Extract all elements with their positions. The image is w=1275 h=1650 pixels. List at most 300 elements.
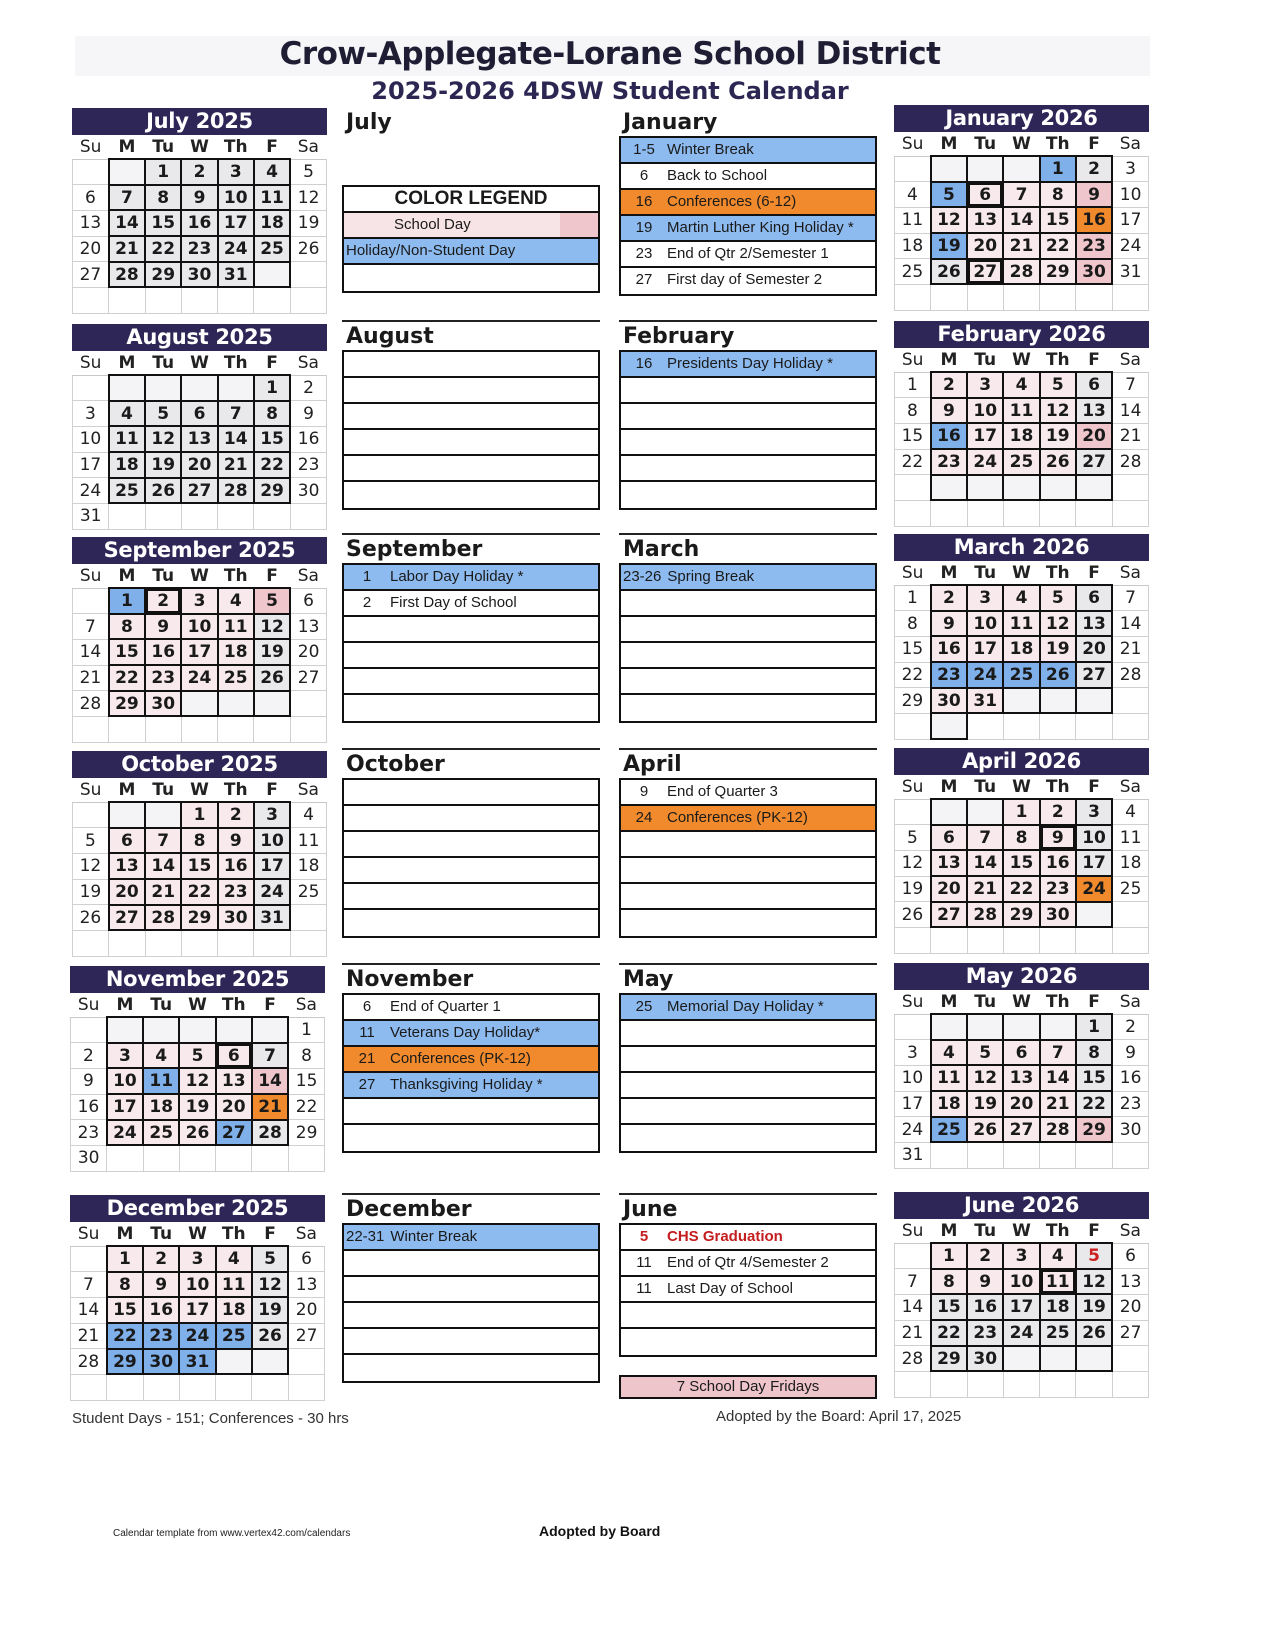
day-cell: 5 (1076, 1243, 1112, 1269)
event-panel (619, 533, 877, 723)
day-cell: 4 (290, 802, 326, 828)
event-date (621, 832, 667, 856)
day-cell: 19 (1076, 1294, 1112, 1320)
day-cell (895, 156, 931, 182)
event-row (621, 617, 875, 643)
day-cell (1112, 500, 1148, 526)
event-date (344, 1099, 390, 1123)
event-description: Winter Break (390, 1228, 478, 1245)
day-cell: 27 (967, 259, 1003, 285)
event-row (621, 1251, 875, 1277)
event-row (344, 352, 598, 378)
weekday-label: Tu (145, 778, 181, 802)
day-cell: 6 (967, 182, 1003, 208)
mini-calendar (894, 534, 1149, 740)
event-row (621, 190, 875, 216)
panel-month-title: January (623, 110, 718, 135)
event-row (344, 669, 598, 695)
day-cell: 31 (967, 688, 1003, 714)
day-cell: 17 (218, 210, 254, 236)
day-cell (1003, 1014, 1039, 1040)
day-cell (181, 287, 217, 313)
event-description (667, 591, 875, 615)
day-cell: 16 (1112, 1065, 1148, 1091)
event-list (342, 563, 600, 723)
day-cell (109, 503, 145, 529)
day-cell (895, 500, 931, 526)
day-cell: 28 (1003, 259, 1039, 285)
event-description: Spring Break (667, 568, 755, 585)
event-description: Back to School (667, 167, 768, 184)
day-cell (931, 156, 967, 182)
day-cell: 17 (254, 853, 290, 879)
weekday-label: W (1003, 132, 1039, 156)
weekday-label: W (179, 993, 215, 1017)
day-cell: 21 (1003, 233, 1039, 259)
day-cell: 27 (181, 478, 217, 504)
day-cell: 23 (1112, 1091, 1148, 1117)
event-date (344, 643, 390, 667)
weekday-label: Sa (1112, 775, 1148, 799)
day-cell (1076, 927, 1112, 953)
event-panel (619, 963, 877, 1153)
month-header: March 2026 (894, 534, 1149, 561)
page-subtitle: 2025-2026 4DSW Student Calendar (371, 77, 849, 105)
event-list (619, 563, 877, 723)
day-cell (931, 1014, 967, 1040)
event-list (619, 993, 877, 1153)
day-cell: 27 (1076, 449, 1112, 475)
event-row (344, 591, 598, 617)
day-cell (967, 156, 1003, 182)
event-date (621, 643, 667, 667)
event-description (667, 378, 875, 402)
day-cell: 14 (252, 1068, 288, 1094)
day-cell: 29 (109, 691, 145, 717)
mini-calendar (72, 324, 327, 530)
event-description (390, 669, 598, 693)
day-cell: 17 (967, 423, 1003, 449)
event-row (344, 1329, 598, 1355)
day-cell: 29 (1040, 259, 1076, 285)
weekday-label: W (179, 1222, 215, 1246)
day-cell: 9 (145, 614, 181, 640)
event-date (621, 695, 667, 721)
event-date: 21 (358, 1050, 376, 1067)
day-cell: 26 (145, 478, 181, 504)
day-cell (1003, 1371, 1039, 1397)
day-cell (73, 802, 109, 828)
day-cell: 14 (895, 1294, 931, 1320)
day-cell: 3 (1076, 799, 1112, 825)
weekday-label: W (1003, 1219, 1039, 1243)
weekday-label: Tu (143, 1222, 179, 1246)
event-description (667, 1021, 875, 1045)
day-cell: 28 (109, 262, 145, 288)
day-cell: 27 (73, 262, 109, 288)
day-cell: 23 (1076, 233, 1112, 259)
event-description (667, 482, 875, 508)
event-description (390, 1251, 598, 1275)
event-date (621, 884, 667, 908)
day-cell: 10 (1112, 182, 1148, 208)
event-description: Martin Luther King Holiday * (667, 219, 854, 236)
day-cell: 5 (145, 401, 181, 427)
day-cell (290, 716, 326, 742)
event-description (390, 1099, 598, 1123)
day-cell (145, 375, 181, 401)
event-date (621, 456, 667, 480)
day-cell: 11 (895, 207, 931, 233)
day-cell: 2 (931, 585, 967, 611)
event-date: 16 (635, 193, 653, 210)
day-cell: 25 (254, 236, 290, 262)
day-cell: 1 (1076, 1014, 1112, 1040)
day-cell: 14 (218, 426, 254, 452)
event-row (344, 1047, 598, 1073)
day-cell: 7 (218, 401, 254, 427)
weekday-label: M (931, 348, 967, 372)
day-cell: 4 (218, 588, 254, 614)
day-cell: 31 (218, 262, 254, 288)
day-cell: 18 (216, 1297, 252, 1323)
day-cell: 7 (252, 1043, 288, 1069)
day-cell: 17 (895, 1091, 931, 1117)
event-date (621, 669, 667, 693)
day-cell: 13 (109, 853, 145, 879)
event-description (390, 695, 598, 721)
day-cell: 10 (73, 426, 109, 452)
day-cell (107, 1374, 143, 1400)
day-cell: 14 (73, 639, 109, 665)
weekday-label: Tu (967, 1219, 1003, 1243)
weekday-label: Tu (967, 775, 1003, 799)
day-cell (252, 1145, 288, 1171)
board-adoption-date: Adopted by the Board: April 17, 2025 (716, 1408, 962, 1425)
event-date (621, 1073, 667, 1097)
weekday-label: Tu (967, 348, 1003, 372)
day-cell: 16 (290, 426, 326, 452)
event-date (344, 806, 390, 830)
day-cell: 29 (107, 1349, 143, 1375)
day-cell: 6 (73, 185, 109, 211)
weekday-label: M (109, 778, 145, 802)
event-date (621, 1329, 667, 1355)
day-cell: 5 (179, 1043, 215, 1069)
day-cell: 28 (218, 478, 254, 504)
day-cell: 15 (1076, 1065, 1112, 1091)
event-row (344, 565, 598, 591)
day-cell: 31 (895, 1142, 931, 1168)
day-cell (1003, 927, 1039, 953)
day-cell: 14 (145, 853, 181, 879)
event-row (621, 565, 875, 591)
day-cell: 27 (288, 1323, 324, 1349)
event-date (621, 378, 667, 402)
day-cell: 5 (895, 825, 931, 851)
day-cell: 17 (1112, 207, 1148, 233)
weekday-label: W (1003, 990, 1039, 1014)
day-cell: 22 (931, 1320, 967, 1346)
day-cell: 18 (109, 452, 145, 478)
day-cell: 9 (1076, 182, 1112, 208)
event-description (390, 430, 598, 454)
day-cell: 1 (288, 1017, 324, 1043)
day-cell: 12 (931, 207, 967, 233)
day-cell: 16 (967, 1294, 1003, 1320)
panel-divider (619, 533, 877, 535)
legend-blank-row (344, 265, 598, 291)
day-cell: 20 (290, 639, 326, 665)
day-cell (967, 1014, 1003, 1040)
month-header: October 2025 (72, 751, 327, 778)
student-days-summary: Student Days - 151; Conferences - 30 hrs (72, 1410, 349, 1427)
month-header: May 2026 (894, 963, 1149, 990)
day-cell: 21 (145, 879, 181, 905)
day-cell: 4 (1003, 585, 1039, 611)
day-cell: 22 (895, 662, 931, 688)
day-cell (216, 1017, 252, 1043)
day-cell: 3 (895, 1040, 931, 1066)
day-cell (290, 287, 326, 313)
day-cell: 7 (895, 1269, 931, 1295)
day-cell (109, 375, 145, 401)
panel-divider (619, 1193, 877, 1195)
event-date (621, 482, 667, 508)
day-cell (931, 475, 967, 501)
day-cell (967, 1142, 1003, 1168)
day-cell (895, 799, 931, 825)
panel-month-title: April (623, 752, 682, 777)
day-cell (73, 716, 109, 742)
event-list (342, 350, 600, 510)
day-cell: 8 (288, 1043, 324, 1069)
event-description (667, 858, 875, 882)
event-date: 5 (639, 1228, 649, 1245)
day-cell: 8 (931, 1269, 967, 1295)
event-date: 19 (635, 219, 653, 236)
day-cell: 20 (1076, 636, 1112, 662)
day-cell: 4 (1040, 1243, 1076, 1269)
day-cell: 29 (895, 688, 931, 714)
month-header: June 2026 (894, 1192, 1149, 1219)
day-cell (1076, 713, 1112, 739)
day-cell (931, 1142, 967, 1168)
event-description (390, 1303, 598, 1327)
day-cell (1003, 284, 1039, 310)
day-cell: 14 (1112, 611, 1148, 637)
weekday-label: M (107, 993, 143, 1017)
day-cell: 2 (290, 375, 326, 401)
weekday-label: Tu (143, 993, 179, 1017)
legend-school-day: School Day (344, 213, 598, 239)
day-cell: 13 (216, 1068, 252, 1094)
day-cell: 13 (967, 207, 1003, 233)
day-cell: 9 (967, 1269, 1003, 1295)
day-cell: 26 (1040, 449, 1076, 475)
day-cell (254, 503, 290, 529)
day-cell: 16 (218, 853, 254, 879)
day-cell: 3 (179, 1246, 215, 1272)
weekday-label: F (254, 351, 290, 375)
day-cell (254, 287, 290, 313)
weekday-label: Th (1040, 132, 1076, 156)
day-cell: 9 (218, 828, 254, 854)
day-cell: 4 (254, 159, 290, 185)
event-row (344, 1021, 598, 1047)
event-row (621, 1021, 875, 1047)
day-cell (1112, 284, 1148, 310)
day-cell: 10 (1003, 1269, 1039, 1295)
weekday-label: Su (895, 775, 931, 799)
day-cell: 6 (216, 1043, 252, 1069)
event-description (667, 910, 875, 936)
day-cell: 25 (1040, 1320, 1076, 1346)
event-date (344, 910, 390, 936)
day-cell (179, 1145, 215, 1171)
day-cell: 25 (218, 665, 254, 691)
day-cell: 14 (1003, 207, 1039, 233)
month-header: December 2025 (70, 1195, 325, 1222)
day-cell: 24 (181, 665, 217, 691)
day-cell: 8 (895, 398, 931, 424)
event-date (621, 1021, 667, 1045)
event-row (344, 378, 598, 404)
event-date (621, 910, 667, 936)
weekday-label: Tu (967, 561, 1003, 585)
day-cell: 20 (288, 1297, 324, 1323)
day-cell: 11 (1112, 825, 1148, 851)
day-cell: 20 (1112, 1294, 1148, 1320)
day-cell: 12 (967, 1065, 1003, 1091)
day-cell: 4 (109, 401, 145, 427)
day-cell: 20 (1076, 423, 1112, 449)
day-cell: 2 (1076, 156, 1112, 182)
day-cell (143, 1374, 179, 1400)
day-cell: 10 (967, 398, 1003, 424)
day-cell: 5 (73, 828, 109, 854)
day-cell: 18 (254, 210, 290, 236)
panel-month-title: June (623, 1197, 678, 1222)
day-cell: 4 (895, 182, 931, 208)
day-cell: 2 (181, 159, 217, 185)
event-description: Presidents Day Holiday * (667, 355, 833, 372)
event-date (344, 1355, 390, 1381)
day-cell: 23 (290, 452, 326, 478)
day-cell (895, 1243, 931, 1269)
event-date (344, 1303, 390, 1327)
event-description (390, 1277, 598, 1301)
day-cell: 29 (1076, 1117, 1112, 1143)
weekday-label: F (254, 778, 290, 802)
day-cell (218, 930, 254, 956)
day-cell: 6 (290, 588, 326, 614)
weekday-label: Su (895, 990, 931, 1014)
event-date: 11 (636, 1280, 652, 1297)
day-cell (290, 905, 326, 931)
day-cell (1003, 1346, 1039, 1372)
day-cell (1040, 1014, 1076, 1040)
day-cell (290, 930, 326, 956)
day-cell: 21 (109, 236, 145, 262)
day-cell: 4 (1003, 372, 1039, 398)
weekday-label: Sa (290, 351, 326, 375)
mini-calendar (72, 537, 327, 743)
day-cell (1112, 927, 1148, 953)
day-cell: 2 (145, 588, 181, 614)
day-cell: 28 (1040, 1117, 1076, 1143)
event-description (390, 780, 598, 804)
day-cell: 27 (1112, 1320, 1148, 1346)
day-cell (967, 927, 1003, 953)
day-cell (109, 716, 145, 742)
event-date (621, 1099, 667, 1123)
event-row (344, 1355, 598, 1381)
weekday-label: W (181, 564, 217, 588)
day-cell: 25 (143, 1120, 179, 1146)
day-cell: 31 (1112, 259, 1148, 285)
day-cell: 2 (1040, 799, 1076, 825)
day-cell (895, 1371, 931, 1397)
day-cell: 3 (1112, 156, 1148, 182)
event-row (344, 404, 598, 430)
event-row (621, 216, 875, 242)
day-cell: 12 (1040, 611, 1076, 637)
panel-month-title: August (346, 324, 434, 349)
event-date: 27 (635, 271, 653, 288)
weekday-label: Sa (1112, 348, 1148, 372)
day-cell (181, 691, 217, 717)
day-cell: 22 (145, 236, 181, 262)
day-cell (1076, 688, 1112, 714)
day-cell (1003, 500, 1039, 526)
event-row (344, 430, 598, 456)
event-row (621, 910, 875, 936)
panel-month-title: February (623, 324, 735, 349)
weekday-label: Th (216, 1222, 252, 1246)
day-cell: 12 (1076, 1269, 1112, 1295)
day-cell: 24 (1112, 233, 1148, 259)
weekday-label: Sa (1112, 1219, 1148, 1243)
day-cell: 17 (181, 639, 217, 665)
event-list (619, 136, 877, 296)
weekday-label: F (1076, 775, 1112, 799)
event-date (344, 832, 390, 856)
day-cell: 26 (967, 1117, 1003, 1143)
event-date (344, 1125, 390, 1151)
event-description: Winter Break (667, 141, 754, 158)
day-cell: 13 (1076, 611, 1112, 637)
day-cell: 10 (218, 185, 254, 211)
day-cell (288, 1349, 324, 1375)
day-cell: 26 (290, 236, 326, 262)
day-cell: 13 (181, 426, 217, 452)
weekday-label: Sa (1112, 561, 1148, 585)
day-cell: 2 (931, 372, 967, 398)
day-cell: 28 (895, 1346, 931, 1372)
event-description (390, 858, 598, 882)
event-description (390, 456, 598, 480)
weekday-label: F (252, 993, 288, 1017)
event-description (667, 695, 875, 721)
day-cell: 18 (1112, 850, 1148, 876)
weekday-label: F (1076, 132, 1112, 156)
event-description (667, 1099, 875, 1123)
day-cell: 7 (145, 828, 181, 854)
day-cell: 26 (931, 259, 967, 285)
event-date (344, 378, 390, 402)
day-cell: 9 (71, 1068, 107, 1094)
